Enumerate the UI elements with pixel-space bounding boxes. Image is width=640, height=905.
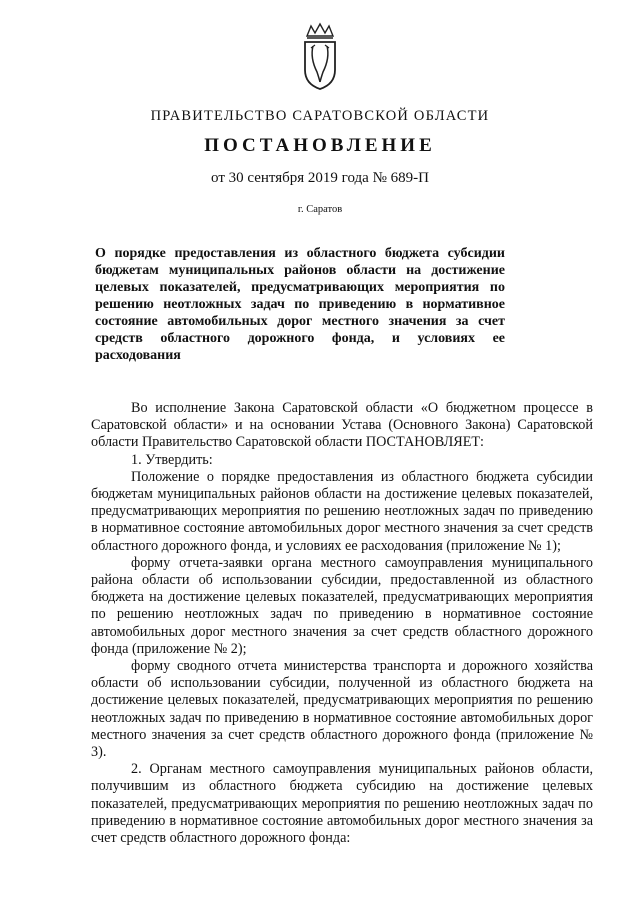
document-body	[91, 400, 593, 847]
paragraph: Положение о порядке предоставления из областного бюджета субсидии бюджетам муниципальных районов области на достижение целевых показателей, предусматривающих мероприятия по решению неотложных задач по приведению в нормативное состояние автомобильных дорог местного значения за счет средств областного дорожного фонда, и условиях ее расходования (приложение № 1);	[91, 468, 593, 554]
saratov-emblem-icon	[299, 22, 341, 92]
paragraph: форму сводного отчета министерства транспорта и дорожного хозяйства области об использовании субсидии, полученной из областного бюджета на достижение целевых показателей, предусматривающих мероприятия по решению неотложных задач по приведению в нормативное состояние автомобильных дорог местного значения за счет средств областного дорожного фонда (приложение № 3).	[91, 658, 593, 761]
document-date-number: от 30 сентября 2019 года № 689-П	[211, 170, 429, 186]
paragraph: 1. Утвердить:	[131, 451, 213, 468]
document-heading	[95, 245, 505, 364]
document-type: ПОСТАНОВЛЕНИЕ	[204, 135, 436, 156]
paragraph: 2. Органам местного самоуправления муниципальных районов области, получившим из областного бюджета субсидию на достижение целевых показателей, предусматривающих мероприятия по решению неотложных задач по приведению в нормативное состояние автомобильных дорог местного значения за счет средств областного дорожного фонда:	[91, 761, 593, 847]
paragraph: Во исполнение Закона Саратовской области «О бюджетном процессе в Саратовской области» и на основании Устава (Основного Закона) Саратовской области Правительство Саратовской области ПОСТАНОВЛЯЕТ:	[91, 400, 593, 451]
document-city: г. Саратов	[297, 204, 343, 215]
heading-text: О порядке предоставления из областного бюджета субсидии бюджетам муниципальных районов области на достижение целевых показателей, предусматривающих мероприятия по решению неотложных задач по приведению в нормативное состояние автомобильных дорог местного значения за счет средств областного дорожного фонда, и условиях ее расходования	[95, 246, 505, 363]
paragraph: форму отчета-заявки органа местного самоуправления муниципального района области об использовании субсидии, предоставленной из областного бюджета на достижение целевых показателей, предусматривающих мероприятия по решению неотложных задач по приведению в нормативное состояние автомобильных дорог местного значения за счет средств областного дорожного фонда (приложение № 2);	[91, 554, 593, 657]
coat-of-arms-emblem	[299, 22, 341, 92]
government-name: ПРАВИТЕЛЬСТВО САРАТОВСКОЙ ОБЛАСТИ	[150, 108, 490, 124]
